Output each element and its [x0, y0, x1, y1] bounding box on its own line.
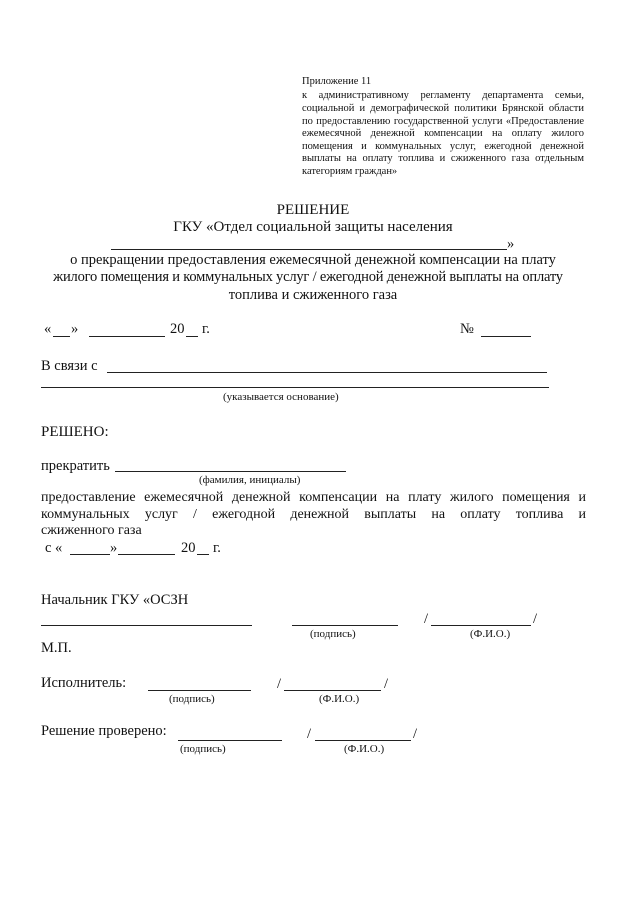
stop-label: прекратить — [41, 458, 110, 474]
head-slash-left: / — [424, 611, 429, 627]
date-close-quote: » — [71, 321, 79, 337]
head-title-line[interactable] — [41, 625, 252, 626]
decision-body-line: предоставление ежемесячной денежной компенсации на плату жилого помещения и — [41, 490, 586, 505]
number-sign: № — [460, 321, 474, 337]
executor-slash-left: / — [277, 676, 282, 692]
head-signature-field[interactable] — [292, 625, 398, 626]
from-date-prefix: с « — [45, 540, 63, 556]
subject-line: топлива и сжиженного газа — [228, 287, 398, 303]
date-month-field[interactable] — [89, 336, 165, 337]
from-day-field[interactable] — [70, 554, 110, 555]
subject-line: жилого помещения и коммунальных услуг / ежегодной денежной выплаты на оплату — [53, 269, 563, 285]
checked-signature-field[interactable] — [178, 740, 282, 741]
head-signature-hint: (подпись) — [310, 628, 356, 640]
appendix-line: социальной и демографической политики Брянской области — [302, 103, 584, 114]
executor-signature-hint: (подпись) — [169, 693, 215, 705]
checked-slash-right: / — [413, 726, 418, 742]
decision-label: РЕШЕНО: — [41, 424, 109, 440]
checked-label: Решение проверено: — [41, 723, 167, 739]
date-day-field[interactable] — [53, 336, 70, 337]
executor-fio-hint: (Ф.И.О.) — [319, 693, 360, 705]
appendix-line: выплаты на оплату топлива и сжиженного газа отдельным — [302, 153, 584, 164]
head-title: Начальник ГКУ «ОСЗН — [41, 592, 189, 608]
checked-fio-field[interactable] — [315, 740, 411, 741]
executor-signature-field[interactable] — [148, 690, 251, 691]
appendix-line: помещения и коммунальных услуг, ежегодной денежной — [302, 141, 584, 152]
organization-name-close: » — [507, 236, 515, 252]
name-field[interactable] — [115, 471, 346, 472]
subject-line: о прекращении предоставления ежемесячной денежной компенсации на плату — [70, 252, 556, 268]
organization-name-line — [111, 249, 507, 250]
executor-fio-field[interactable] — [284, 690, 381, 691]
reason-hint: (указывается основание) — [223, 391, 339, 403]
date-year-suffix: г. — [202, 321, 210, 337]
appendix-line: ежемесячной денежной компенсации на оплату жилого — [302, 128, 584, 139]
from-month-field[interactable] — [118, 554, 175, 555]
head-fio-hint: (Ф.И.О.) — [470, 628, 511, 640]
date-year-field[interactable] — [186, 336, 198, 337]
number-field[interactable] — [481, 336, 531, 337]
from-year-prefix: 20 — [181, 540, 196, 556]
appendix-line: к административному регламенту департамента семьи, — [302, 90, 584, 101]
date-year-prefix: 20 — [170, 321, 185, 337]
reason-field[interactable] — [107, 372, 547, 373]
from-date-mid: » — [110, 540, 118, 556]
executor-slash-right: / — [384, 676, 389, 692]
name-hint: (фамилия, инициалы) — [199, 474, 301, 486]
decision-body-line: коммунальных услуг / ежегодной денежной выплаты на оплату топлива и — [41, 507, 586, 522]
from-year-suffix: г. — [213, 540, 221, 556]
head-slash-right: / — [533, 611, 538, 627]
reason-field-line-2[interactable] — [41, 387, 549, 388]
stamp-label: М.П. — [41, 640, 72, 656]
checked-signature-hint: (подпись) — [180, 743, 226, 755]
executor-label: Исполнитель: — [41, 675, 127, 691]
reason-label: В связи с — [41, 358, 98, 374]
checked-slash-left: / — [307, 726, 312, 742]
decision-body-line: сжиженного газа — [41, 523, 142, 538]
appendix-line: по предоставлению государственной услуги «Предоставление — [302, 116, 584, 127]
appendix-line: категориям граждан» — [302, 166, 398, 177]
head-fio-field[interactable] — [431, 625, 531, 626]
appendix-title: Приложение 11 — [302, 76, 372, 87]
date-open-quote: « — [44, 321, 52, 337]
document-title: РЕШЕНИЕ — [276, 202, 350, 218]
from-year-field[interactable] — [197, 554, 209, 555]
checked-fio-hint: (Ф.И.О.) — [344, 743, 385, 755]
organization-name: ГКУ «Отдел социальной защиты населения — [173, 219, 453, 235]
